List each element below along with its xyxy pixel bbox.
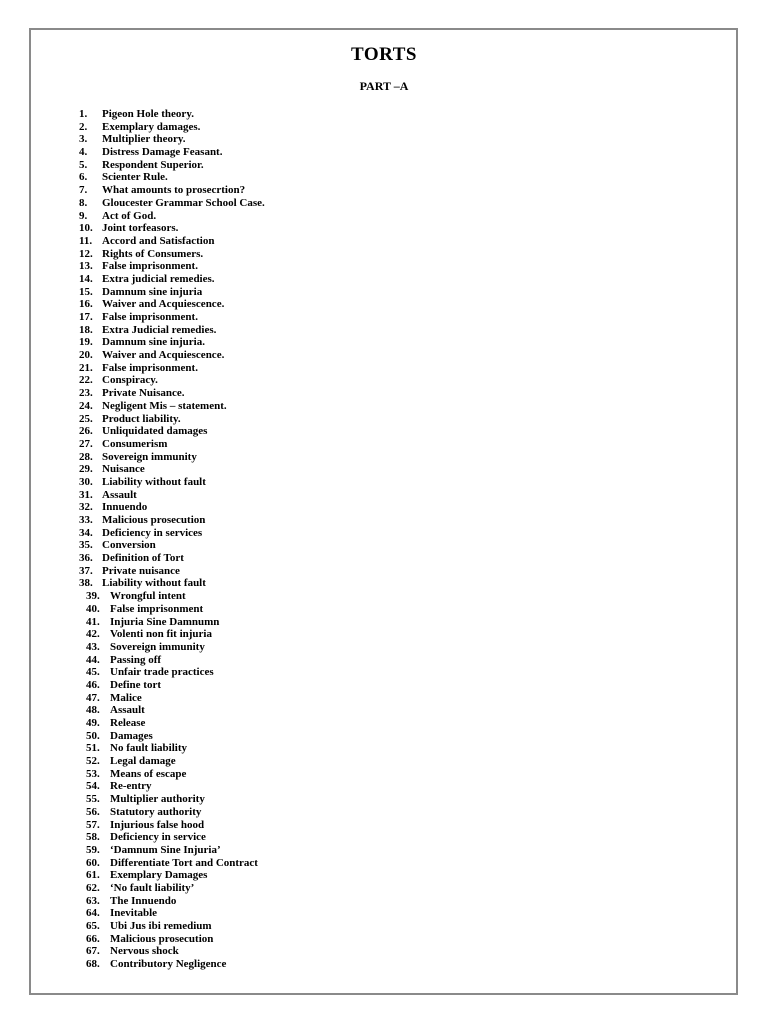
list-item-number: 67. (86, 945, 100, 958)
list-item-number: 37. (79, 564, 93, 577)
list-item-text: Malicious prosecution (110, 932, 214, 945)
list-item-text: Assault (102, 488, 137, 501)
list-item-number: 49. (86, 717, 100, 729)
list-item-text: Re-entry (110, 780, 152, 793)
list-item-number: 6. (79, 171, 88, 184)
list-item-text: Damages (110, 729, 153, 742)
list-item-text: False imprisonment. (102, 361, 198, 374)
list-item-number: 48. (86, 704, 100, 717)
list-item-text: Volenti non fit injuria (110, 628, 212, 641)
list-item-text: Joint torfeasors. (102, 222, 179, 235)
list-item-number: 63. (86, 894, 100, 907)
list-item-number: 27. (79, 437, 93, 450)
list-item-number: 55. (86, 793, 100, 806)
list-item-number: 41. (86, 615, 100, 628)
list-item-text: Means of escape (110, 767, 187, 780)
list-item-text: Multiplier authority (110, 793, 205, 806)
list-item-text: Legal damage (110, 755, 176, 768)
list-item-number: 40. (86, 602, 100, 615)
list-item-text: Damnum sine injuria (102, 285, 203, 298)
list-item-text: Inevitable (110, 907, 158, 920)
list-item-number: 33. (79, 514, 93, 526)
list-item-number: 44. (86, 653, 100, 666)
document-title: TORTS (351, 44, 417, 65)
list-item-text: False imprisonment. (102, 311, 198, 323)
list-item-text: Differentiate Tort and Contract (110, 856, 258, 869)
list-item-text: Liability without fault (102, 577, 206, 590)
list-item-text: Waiver and Acquiescence. (102, 298, 225, 311)
list-item-number: 14. (79, 272, 93, 285)
list-item-text: False imprisonment. (102, 260, 198, 273)
list-item-number: 25. (79, 412, 93, 425)
list-item-text: Product liability. (102, 412, 181, 425)
list-item-text: Conversion (102, 539, 156, 552)
list-item-number: 56. (86, 805, 100, 818)
list-item-text: False imprisonment (110, 602, 204, 615)
list-item-number: 64. (86, 907, 100, 920)
list-item-text: Extra judicial remedies. (102, 272, 215, 285)
list-item-text: Innuendo (102, 501, 148, 514)
list-item-number: 54. (86, 780, 100, 793)
list-item-number: 16. (79, 298, 93, 311)
list-item-number: 51. (86, 742, 100, 755)
list-item-text: Statutory authority (110, 805, 202, 818)
list-item-number: 11. (79, 234, 93, 247)
list-item-text: Unliquidated damages (102, 425, 208, 438)
list-item-text: Sovereign immunity (102, 450, 197, 463)
list-item-number: 22. (79, 374, 93, 387)
list-item-text: Injuria Sine Damnumn (110, 615, 220, 628)
list-item-text: Extra Judicial remedies. (102, 323, 217, 336)
list-item-number: 36. (79, 552, 93, 565)
list-item-text: Deficiency in service (110, 831, 206, 844)
list-item-text: Negligent Mis – statement. (102, 399, 227, 412)
list-item-text: Gloucester Grammar School Case. (102, 196, 265, 209)
list-item-text: Wrongful intent (110, 590, 186, 603)
list-item-number: 17. (79, 311, 93, 323)
list-item-text: Sovereign immunity (110, 640, 205, 653)
list-item-number: 58. (86, 831, 100, 844)
list-item-number: 28. (79, 450, 93, 463)
list-item-number: 12. (79, 247, 93, 260)
list-item-number: 62. (86, 881, 100, 894)
list-item-text: Release (110, 717, 146, 729)
list-item-text: Private nuisance (102, 564, 180, 577)
list-item-number: 45. (86, 666, 100, 679)
list-item-text: Passing off (110, 653, 162, 666)
list-item-text: ‘No fault liability’ (110, 881, 195, 894)
list-item-text: Rights of Consumers. (102, 247, 204, 260)
list-item-number: 50. (86, 729, 100, 742)
list-item-text: Accord and Satisfaction (102, 234, 215, 247)
list-item-number: 9. (79, 209, 88, 222)
list-item-number: 19. (79, 336, 93, 349)
list-item-text: Malicious prosecution (102, 514, 206, 526)
list-item-text: Waiver and Acquiescence. (102, 349, 225, 362)
list-item-text: Exemplary damages. (102, 120, 201, 133)
list-item-number: 8. (79, 196, 88, 209)
list-item-number: 7. (79, 184, 88, 197)
list-item-text: Scienter Rule. (102, 171, 168, 184)
list-item-number: 15. (79, 285, 93, 298)
list-item-number: 18. (79, 323, 93, 336)
list-item-text: No fault liability (110, 742, 188, 755)
list-item-text: Define tort (110, 678, 162, 691)
list-item-text: Assault (110, 704, 145, 717)
list-item-number: 4. (79, 146, 88, 159)
list-item-number: 42. (86, 628, 100, 641)
list-item-text: ‘Damnum Sine Injuria’ (110, 843, 221, 856)
list-item-number: 61. (86, 869, 100, 882)
list-item-number: 59. (86, 843, 100, 856)
list-item-text: Contributory Negligence (110, 958, 227, 971)
list-item-text: Private Nuisance. (102, 387, 185, 400)
list-item-number: 57. (86, 818, 100, 831)
list-item-number: 60. (86, 856, 100, 869)
list-item-text: Ubi Jus ibi remedium (110, 920, 212, 932)
list-item-number: 43. (86, 640, 100, 653)
list-item-number: 24. (79, 399, 93, 412)
document-subtitle: PART –A (359, 79, 409, 93)
list-item-number: 65. (86, 920, 100, 932)
list-item-number: 47. (86, 691, 100, 704)
list-item-text: Respondent Superior. (102, 158, 204, 171)
list-item-text: Pigeon Hole theory. (102, 108, 194, 120)
list-item-number: 52. (86, 755, 100, 768)
list-item-text: Exemplary Damages (110, 869, 208, 882)
list-item-number: 38. (79, 577, 93, 590)
list-item-number: 53. (86, 767, 100, 780)
list-item-text: Nuisance (102, 463, 145, 476)
list-item-text: Malice (110, 691, 142, 704)
list-item-number: 20. (79, 349, 93, 362)
list-item-text: Conspiracy. (102, 374, 158, 387)
list-item-text: Consumerism (102, 437, 168, 450)
list-item-text: Act of God. (102, 209, 157, 222)
list-item-text: Nervous shock (110, 945, 179, 958)
list-item-text: Liability without fault (102, 475, 206, 488)
list-item-text: Unfair trade practices (110, 666, 214, 679)
list-item-number: 3. (79, 133, 88, 146)
list-item-number: 26. (79, 425, 93, 438)
list-item-text: Multiplier theory. (102, 133, 186, 146)
list-item-text: The Innuendo (110, 894, 177, 907)
list-item-text: Injurious false hood (110, 818, 205, 831)
list-item-number: 5. (79, 158, 88, 171)
list-item-number: 21. (79, 361, 93, 374)
list-item-text: Deficiency in services (102, 526, 203, 539)
list-item-number: 1. (79, 108, 88, 120)
list-item-text: Distress Damage Feasant. (102, 146, 223, 159)
list-item-number: 10. (79, 222, 93, 235)
list-item-text: Damnum sine injuria. (102, 336, 205, 349)
list-item-text: Definition of Tort (102, 552, 184, 565)
list-item-number: 68. (86, 958, 100, 971)
list-item-number: 23. (79, 387, 93, 400)
list-item-number: 66. (86, 932, 100, 945)
list-item-number: 29. (79, 463, 93, 476)
list-item-number: 46. (86, 678, 100, 691)
list-item-number: 13. (79, 260, 93, 273)
list-item-number: 39. (86, 590, 100, 603)
list-item-number: 35. (79, 539, 93, 552)
list-item-number: 34. (79, 526, 93, 539)
list-item-number: 2. (79, 120, 88, 133)
list-item-number: 31. (79, 488, 93, 501)
list-item-number: 32. (79, 501, 93, 514)
list-item-text: What amounts to prosecrtion? (102, 184, 246, 197)
list-item-number: 30. (79, 475, 93, 488)
